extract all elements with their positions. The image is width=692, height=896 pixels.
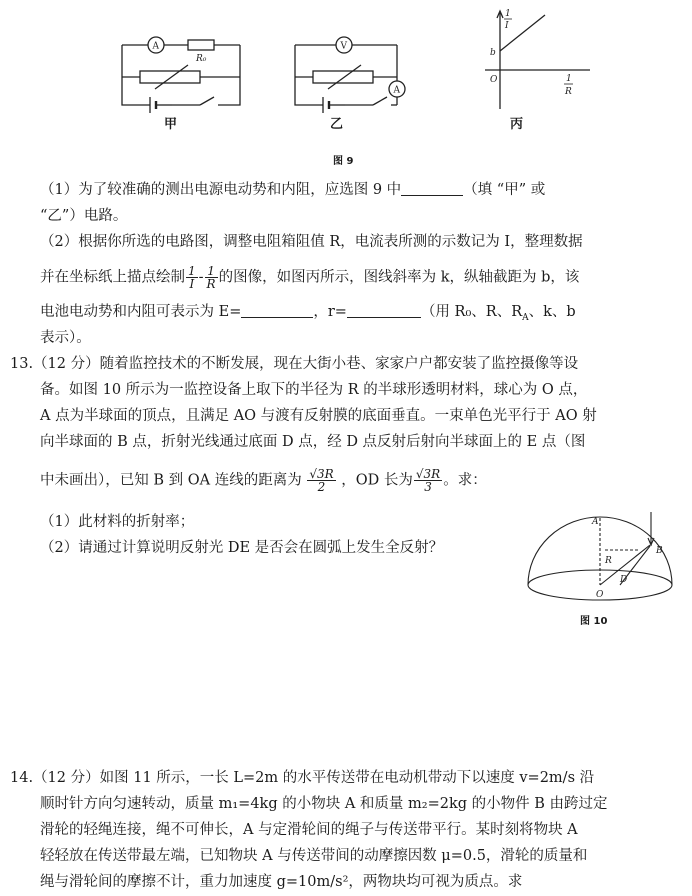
label-jia: 甲 bbox=[164, 117, 178, 132]
point-B: B bbox=[656, 546, 663, 556]
q13-sub1: （1）此材料的折射率； bbox=[40, 514, 195, 530]
figure-9-caption: 图 9 bbox=[333, 156, 354, 167]
label-R: R bbox=[605, 556, 612, 566]
q14-line2: 顺时针方向匀速转动，质量 m₁=4kg 的小物块 A 和质量 m₂=2kg 的小物件 B 由跨过定 bbox=[40, 796, 608, 812]
q14-line5: 绳与滑轮间的摩擦不计，重力加速度 g=10m/s²，两物块均可视为质点。求 bbox=[40, 874, 523, 890]
q13-line2: 备。如图 10 所示为一监控设备上取下的半径为 R 的半球形透明材料，球心为 O 点， bbox=[40, 382, 588, 398]
graph-intercept-b: b bbox=[490, 48, 496, 58]
graph-y-num: 1 bbox=[505, 9, 511, 19]
figure-10-caption: 图 10 bbox=[580, 616, 608, 627]
ammeter-label: A bbox=[152, 41, 159, 52]
figure-9-circuits bbox=[110, 5, 590, 120]
q14-line3: 滑轮的轻绳连接，绳不可伸长，A 与定滑轮间的绳子与传送带平行。某时刻将物块 A bbox=[40, 822, 578, 838]
q12-part2-line4: 表示）。 bbox=[40, 330, 91, 346]
point-A: A bbox=[592, 517, 599, 527]
q12-part1-line2: “乙”）电路。 bbox=[40, 208, 128, 224]
q12-part2-line2: 并在坐标纸上描点绘制 $\frac{1}{I}$ - $\frac{1}{R}$ 的图像，如图丙所示，图线斜率为 k，纵轴截距为 b，该 bbox=[40, 264, 580, 291]
graph-origin: O bbox=[490, 75, 498, 85]
point-D: D bbox=[620, 575, 628, 585]
q12-part2-line3: 电池电动势和内阻可表示为 E= ，r= （用 R₀、R、$R_A$、k、b bbox=[40, 304, 576, 323]
q13-line3: A 点为半球面的顶点，且满足 AO 与渡有反射膜的底面垂直。一束单色光平行于 AO 射 bbox=[40, 408, 597, 424]
ammeter-label-2: A bbox=[393, 85, 400, 96]
label-yi: 乙 bbox=[330, 117, 344, 132]
q13-sub2: （2）请通过计算说明反射光 DE 是否会在圆弧上发生全反射？ bbox=[40, 540, 444, 556]
voltmeter-label: V bbox=[340, 41, 347, 52]
q14-line1: 14.（12 分）如图 11 所示，一长 L=2m 的水平传送带在电动机带动下以速度 v=2m/s 沿 bbox=[10, 770, 595, 786]
figure-10-hemisphere bbox=[520, 510, 680, 615]
graph-x-den: R bbox=[565, 87, 572, 97]
q14-line4: 轻轻放在传送带最左端，已知物块 A 与传送带间的动摩擦因数 μ=0.5，滑轮的质量和 bbox=[40, 848, 588, 864]
q13-line4: 向半球面的 B 点，折射光线通过底面 D 点，经 D 点反射后射向半球面上的 E 点（图 bbox=[40, 434, 586, 450]
graph-y-den: I bbox=[505, 21, 509, 31]
q12-part2-line1: （2）根据你所选的电路图，调整电阻箱阻值 R，电流表所测的示数记为 I，整理数据 bbox=[40, 234, 583, 250]
q13-line5: 中未画出），已知 B 到 OA 连线的距离为 $\frac{√3R}{2}$ ，OD 长为 $\frac{√3R}{3}$ 。求： bbox=[40, 467, 487, 494]
q13-line1: 13.（12 分）随着监控技术的不断发展，现在大街小巷、家家户户都安装了监控摄像等设 bbox=[10, 356, 579, 372]
point-O: O bbox=[596, 590, 604, 600]
label-bing: 丙 bbox=[510, 117, 524, 132]
q12-part1-line1: （1）为了较准确的测出电源电动势和内阻，应选图 9 中 （填 “甲” 或 bbox=[40, 182, 546, 198]
resistor-label: R₀ bbox=[196, 54, 207, 64]
graph-x-num: 1 bbox=[566, 74, 572, 84]
